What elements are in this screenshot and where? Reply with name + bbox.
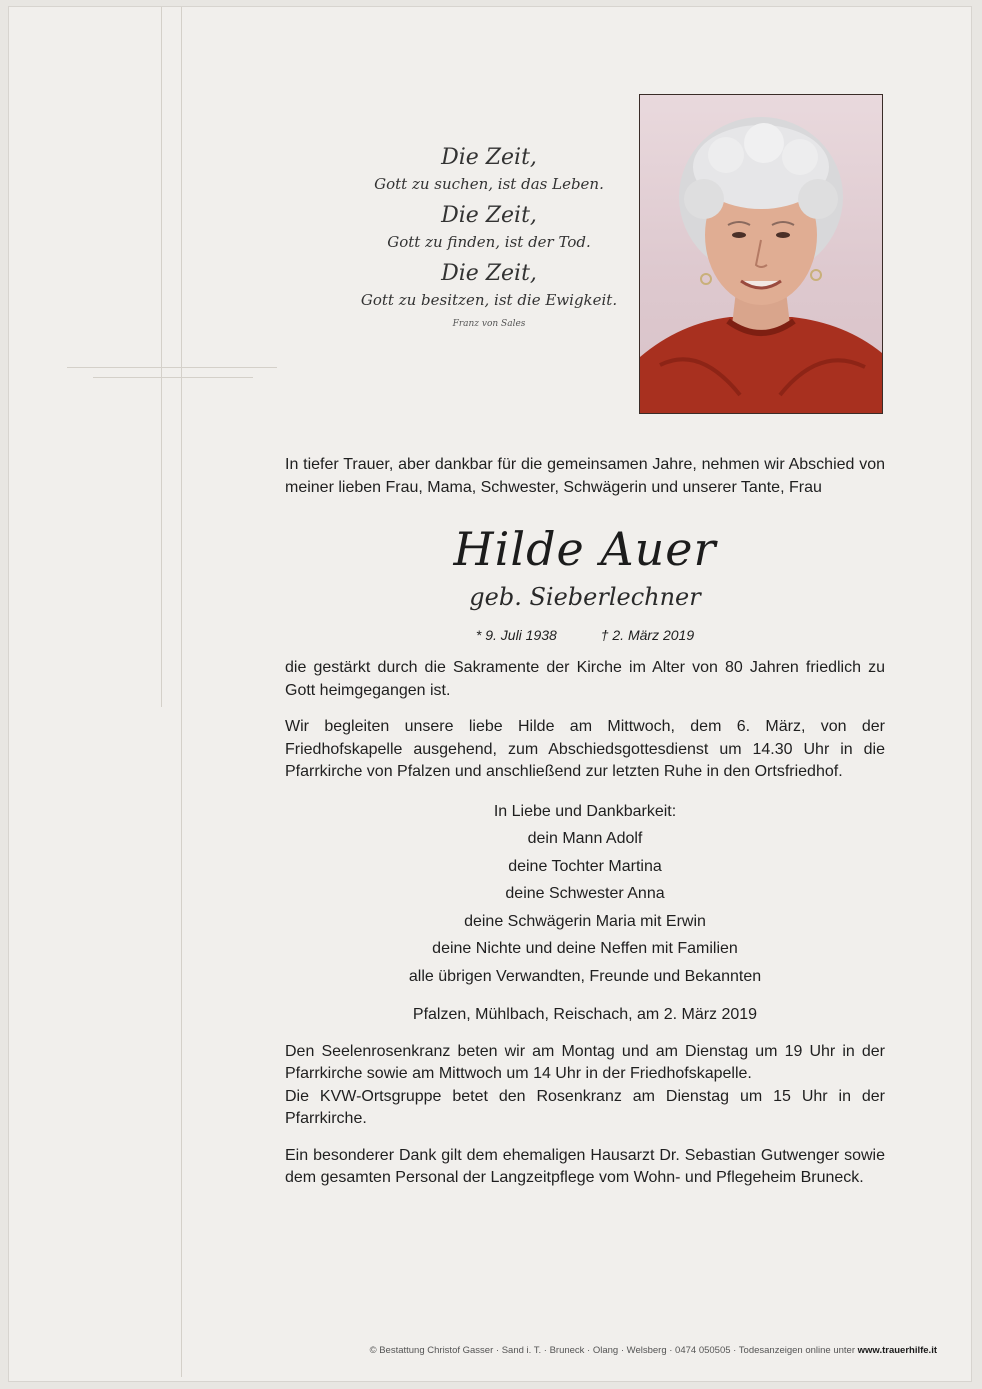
quote-author: Franz von Sales (452, 319, 526, 329)
obituary-content (285, 454, 885, 1190)
quote-line-2: Gott zu suchen, ist das Leben. (374, 175, 604, 193)
kvw-text: Die KVW-Ortsgruppe betet den Rosenkranz am Dienstag um 15 Uhr in der Pfarrkirche. (285, 1087, 885, 1127)
quote-line-4: Gott zu finden, ist der Tod. (387, 233, 591, 251)
mourner-item: deine Nichte und deine Neffen mit Familien (432, 940, 738, 957)
funeral-text: Wir begleiten unsere liebe Hilde am Mittwoch, dem 6. März, von der Friedhofskapelle ausgehend, zum Abschiedsgottesdienst um 14.30 Uhr in die Pfarrkirche von Pfalzen und anschließend zur letzten Ruhe in den Ortsfriedhof. (285, 718, 885, 780)
memorial-quote (309, 143, 669, 331)
mourners-list (285, 798, 885, 991)
deceased-name: Hilde Auer (453, 522, 717, 576)
cross-horizontal-line-2 (93, 377, 253, 378)
mourner-item: deine Tochter Martina (508, 857, 662, 875)
quote-line-6: Gott zu besitzen, ist die Ewigkeit. (360, 291, 618, 309)
portrait-photo (639, 94, 883, 414)
footer (285, 1345, 937, 1356)
mourner-item: deine Schwester Anna (505, 885, 665, 902)
cross-vertical-line-2 (181, 6, 182, 1377)
cross-horizontal-line-1 (67, 367, 277, 368)
mourners-heading: In Liebe und Dankbarkeit: (493, 802, 677, 820)
obituary-card (8, 6, 972, 1382)
passing-text: die gestärkt durch die Sakramente der Kirche im Alter von 80 Jahren friedlich zu Gott heimgegangen ist. (285, 659, 885, 699)
thanks-text: Ein besonderer Dank gilt dem ehemaligen Hausarzt Dr. Sebastian Gutwenger sowie dem gesamten Personal der Langzeitpflege vom Wohn- und Pflegeheim Bruneck. (285, 1146, 885, 1186)
mourner-item: dein Mann Adolf (527, 830, 643, 847)
birth-date: * 9. Juli 1938 (475, 627, 557, 643)
cross-vertical-line-1 (161, 6, 162, 707)
mourner-item: deine Schwägerin Maria mit Erwin (464, 912, 706, 930)
intro-text: In tiefer Trauer, aber dankbar für die gemeinsamen Jahre, nehmen wir Abschied von meiner lieben Frau, Mama, Schwester, Schwägerin und unserer Tante, Frau (285, 456, 885, 496)
life-dates (285, 625, 885, 645)
quote-line-5: Die Zeit, (441, 261, 537, 286)
rosary-text: Den Seelenrosenkranz beten wir am Montag und am Dienstag um 19 Uhr in der Pfarrkirche sowie am Mittwoch um 14 Uhr in der Friedhofskapelle. (285, 1042, 885, 1082)
birth-name: geb. Sieberlechner (469, 583, 701, 611)
mourner-item: alle übrigen Verwandten, Freunde und Bekannten (408, 967, 762, 985)
death-date: † 2. März 2019 (600, 627, 695, 643)
place-date: Pfalzen, Mühlbach, Reischach, am 2. März 2019 (412, 1006, 758, 1023)
footer-text: © Bestattung Christof Gasser · Sand i. T. · Bruneck · Olang · Welsberg · 0474 050505 · Todesanzeigen online unter (369, 1345, 855, 1356)
quote-line-1: Die Zeit, (441, 145, 537, 170)
quote-line-3: Die Zeit, (441, 203, 537, 228)
footer-link[interactable]: www.trauerhilfe.it (857, 1345, 937, 1356)
